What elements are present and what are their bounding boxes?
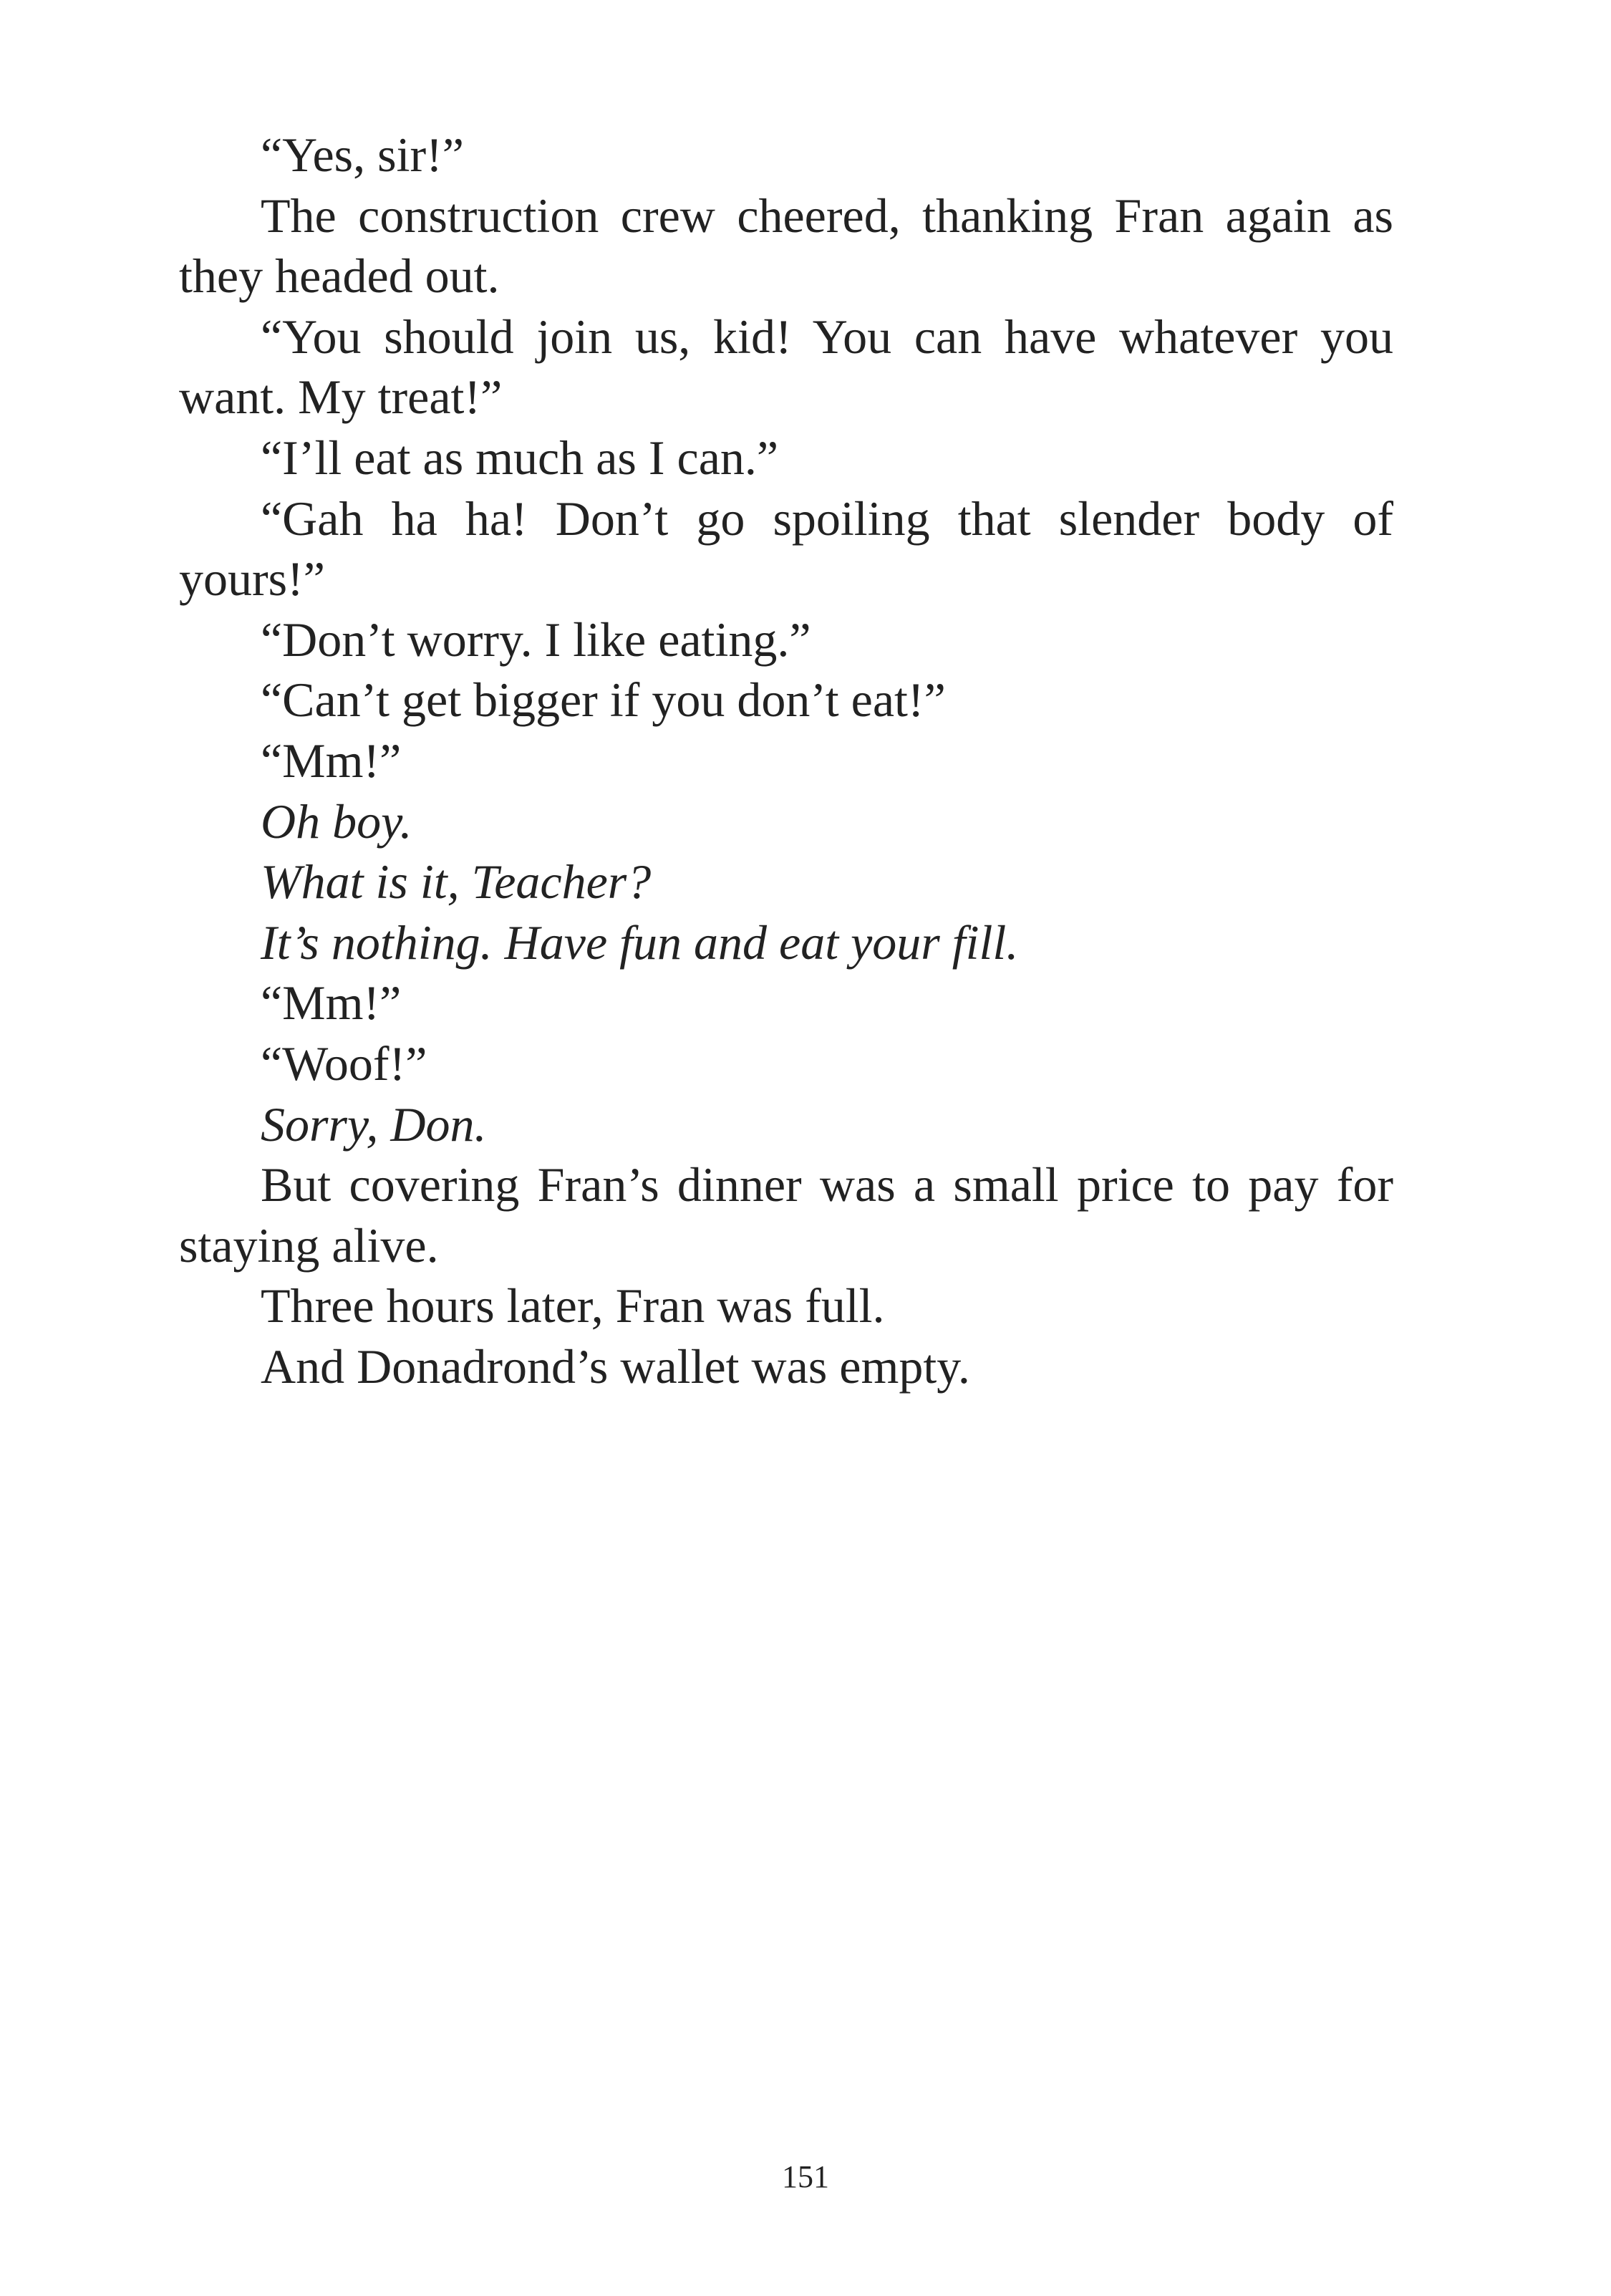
paragraph: “You should join us, kid! You can have whatever you want. My treat!” [179,309,1393,425]
paragraph: “Can’t get bigger if you don’t eat!” [261,672,946,728]
paragraph: But covering Fran’s dinner was a small price to pay for staying alive. [179,1157,1393,1273]
paragraph: “Mm!” [261,733,402,788]
italic-thought: Oh boy. [261,794,412,849]
paragraph: “Mm!” [261,975,402,1031]
italic-thought: What is it, Teacher? [261,854,652,910]
italic-thought: It’s nothing. Have fun and eat your fill. [261,915,1019,970]
paragraph: “Don’t worry. I like eating.” [261,612,811,667]
body-text [179,125,1393,1397]
paragraph: The construction crew cheered, thanking Fran again as they headed out. [179,188,1393,304]
paragraph: “Yes, sir!” [261,127,464,182]
paragraph: “Gah ha ha! Don’t go spoiling that slender body of yours!” [179,491,1393,607]
paragraph: “Woof!” [261,1036,427,1091]
paragraph: And Donadrond’s wallet was empty. [261,1338,970,1394]
page-number: 151 [782,2159,829,2194]
italic-thought: Sorry, Don. [261,1096,487,1152]
paragraph: Three hours later, Fran was full. [261,1278,885,1333]
paragraph: “I’ll eat as much as I can.” [261,430,779,485]
